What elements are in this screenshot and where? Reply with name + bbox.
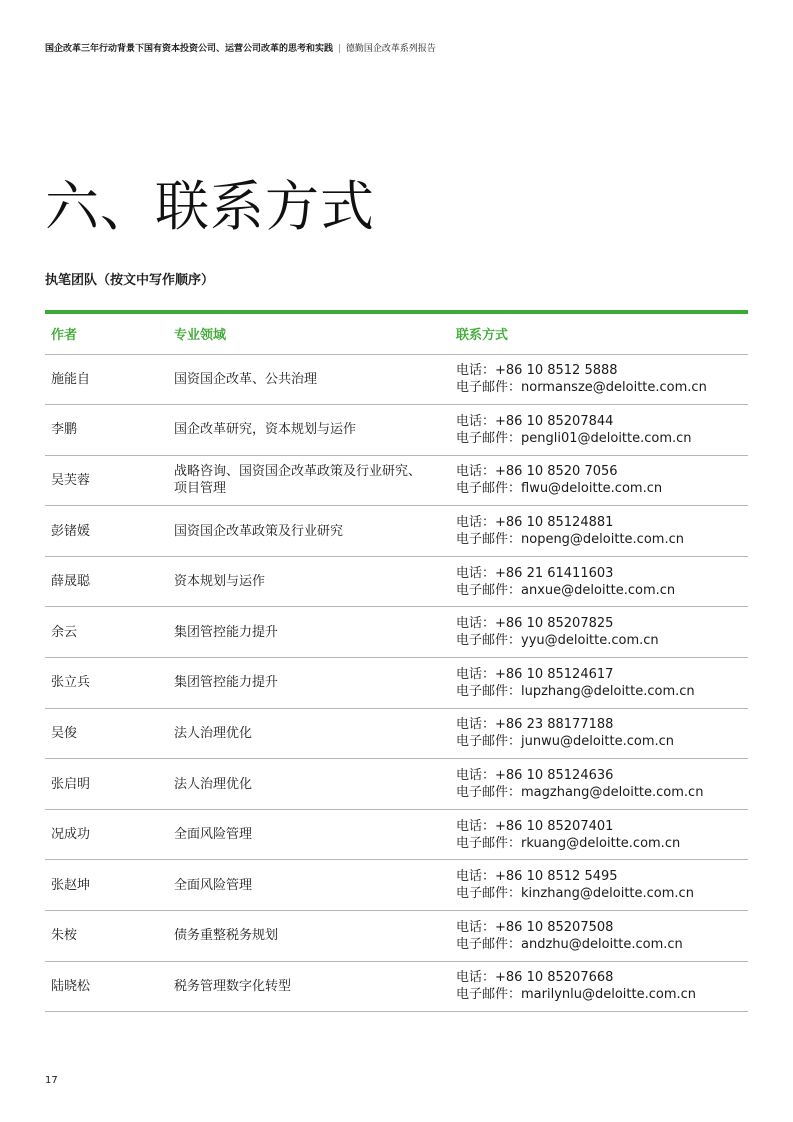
- expertise-field: 法人治理优化: [168, 708, 450, 759]
- header-separator: |: [337, 44, 341, 54]
- email-address[interactable]: 电子邮件：kinzhang@deloitte.com.cn: [456, 886, 694, 902]
- phone-number: 电话：+86 23 88177188: [456, 717, 614, 733]
- header-contact: 联系方式: [450, 312, 748, 354]
- contact-info: [450, 860, 748, 911]
- expertise-field: 税务管理数字化转型: [168, 961, 450, 1012]
- contact-info: [450, 354, 748, 405]
- contact-info: [450, 708, 748, 759]
- report-title: 国企改革三年行动背景下国有资本投资公司、运营公司改革的思考和实践: [45, 44, 334, 54]
- email-address[interactable]: 电子邮件：flwu@deloitte.com.cn: [456, 481, 663, 497]
- phone-number: 电话：+86 10 85207825: [456, 616, 614, 632]
- author-name: 施能自: [45, 354, 168, 405]
- expertise-field: 法人治理优化: [168, 759, 450, 810]
- contact-info: [450, 658, 748, 709]
- author-name: 况成功: [45, 809, 168, 860]
- expertise-field: 资本规划与运作: [168, 556, 450, 607]
- expertise-field: 集团管控能力提升: [168, 607, 450, 658]
- email-address[interactable]: 电子邮件：anxue@deloitte.com.cn: [456, 582, 676, 598]
- author-name: 朱桉: [45, 911, 168, 962]
- contact-info: [450, 911, 748, 962]
- table-row: [45, 911, 748, 962]
- expertise-field: 全面风险管理: [168, 860, 450, 911]
- email-address[interactable]: 电子邮件：andzhu@deloitte.com.cn: [456, 936, 683, 952]
- phone-number: 电话：+86 10 8512 5495: [456, 869, 618, 885]
- author-name: 张立兵: [45, 658, 168, 709]
- phone-number: 电话：+86 10 8520 7056: [456, 464, 618, 480]
- table-row: [45, 405, 748, 456]
- contact-info: [450, 961, 748, 1012]
- contact-table: [45, 310, 748, 1012]
- author-name: 吴芙蓉: [45, 455, 168, 506]
- phone-number: 电话：+86 21 61411603: [456, 565, 614, 581]
- table-header-row: [45, 312, 748, 354]
- email-address[interactable]: 电子邮件：magzhang@deloitte.com.cn: [456, 785, 704, 801]
- expertise-field: 债务重整税务规划: [168, 911, 450, 962]
- table-row: [45, 607, 748, 658]
- author-name: 张赵坤: [45, 860, 168, 911]
- header-field: 专业领域: [168, 312, 450, 354]
- author-name: 陆晓松: [45, 961, 168, 1012]
- phone-number: 电话：+86 10 85124881: [456, 515, 614, 531]
- contact-info: [450, 455, 748, 506]
- email-address[interactable]: 电子邮件：junwu@deloitte.com.cn: [456, 734, 674, 750]
- email-address[interactable]: 电子邮件：lupzhang@deloitte.com.cn: [456, 683, 695, 699]
- author-name: 李鹏: [45, 405, 168, 456]
- contact-info: [450, 759, 748, 810]
- contact-info: [450, 607, 748, 658]
- phone-number: 电话：+86 10 85124636: [456, 768, 614, 784]
- header-author: 作者: [45, 312, 168, 354]
- table-row: [45, 455, 748, 506]
- table-row: [45, 354, 748, 405]
- phone-number: 电话：+86 10 85207508: [456, 919, 614, 935]
- table-row: [45, 506, 748, 557]
- contact-info: [450, 405, 748, 456]
- email-address[interactable]: 电子邮件：yyu@deloitte.com.cn: [456, 633, 659, 649]
- table-row: [45, 809, 748, 860]
- expertise-field: 全面风险管理: [168, 809, 450, 860]
- expertise-field: 国资国企改革、公共治理: [168, 354, 450, 405]
- author-name: 余云: [45, 607, 168, 658]
- phone-number: 电话：+86 10 85207668: [456, 970, 614, 986]
- email-address[interactable]: 电子邮件：rkuang@deloitte.com.cn: [456, 835, 681, 851]
- email-address[interactable]: 电子邮件：pengli01@deloitte.com.cn: [456, 430, 692, 446]
- phone-number: 电话：+86 10 85207401: [456, 818, 614, 834]
- report-series: 德勤国企改革系列报告: [345, 44, 436, 54]
- table-row: [45, 658, 748, 709]
- phone-number: 电话：+86 10 8512 5888: [456, 363, 618, 379]
- contact-info: [450, 506, 748, 557]
- phone-number: 电话：+86 10 85207844: [456, 413, 614, 429]
- author-name: 彭锗媛: [45, 506, 168, 557]
- running-header: [45, 43, 745, 55]
- contact-info: [450, 809, 748, 860]
- section-title: 六、联系方式: [45, 175, 375, 238]
- page-number: 17: [45, 1075, 58, 1086]
- expertise-field: 集团管控能力提升: [168, 658, 450, 709]
- table-row: [45, 708, 748, 759]
- table-row: [45, 759, 748, 810]
- team-subheading: 执笔团队（按文中写作顺序）: [45, 273, 215, 288]
- table-row: [45, 961, 748, 1012]
- email-address[interactable]: 电子邮件：normansze@deloitte.com.cn: [456, 380, 707, 396]
- expertise-field: 国企改革研究，资本规划与运作: [168, 405, 450, 456]
- expertise-field: 国资国企改革政策及行业研究: [168, 506, 450, 557]
- table-row: [45, 860, 748, 911]
- email-address[interactable]: 电子邮件：marilynlu@deloitte.com.cn: [456, 987, 697, 1003]
- author-name: 吴俊: [45, 708, 168, 759]
- table-row: [45, 556, 748, 607]
- table-body: [45, 354, 748, 1012]
- expertise-field: 战略咨询、国资国企改革政策及行业研究、项目管理: [168, 455, 450, 506]
- contact-info: [450, 556, 748, 607]
- email-address[interactable]: 电子邮件：nopeng@deloitte.com.cn: [456, 532, 684, 548]
- author-name: 薛晟聪: [45, 556, 168, 607]
- phone-number: 电话：+86 10 85124617: [456, 666, 614, 682]
- author-name: 张启明: [45, 759, 168, 810]
